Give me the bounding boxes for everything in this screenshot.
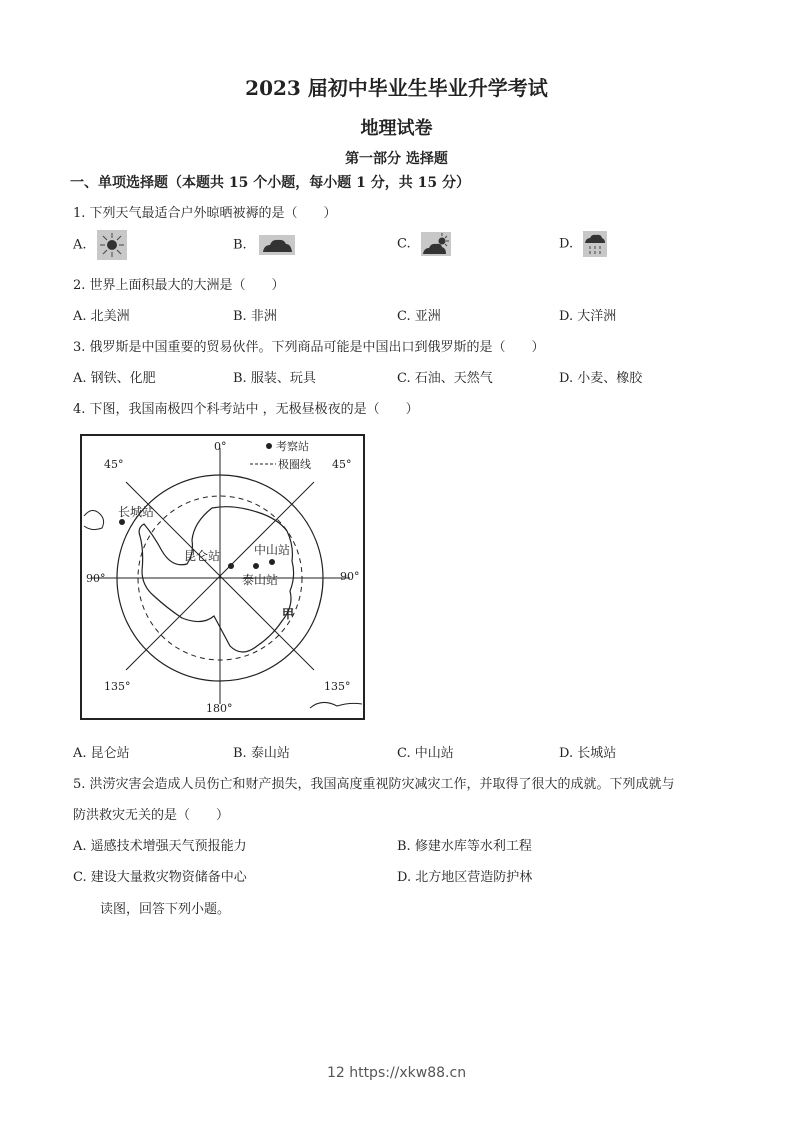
- longitude-label-90-east: 90°: [340, 570, 360, 583]
- question-4-option-c[interactable]: [397, 742, 454, 761]
- option-text: 服装、玩具: [250, 371, 316, 386]
- station-label-changcheng: 长城站: [118, 505, 155, 519]
- station-dot-changcheng: [119, 519, 125, 525]
- option-text: 泰山站: [250, 746, 290, 761]
- question-2-option-d[interactable]: [559, 305, 616, 324]
- question-3-option-c[interactable]: [397, 367, 493, 386]
- part-heading: 第一部分 选择题: [345, 151, 448, 167]
- question-5-stem-line-1: 5. 洪涝灾害会造成人员伤亡和财产损失，我国高度重视防灾减灾工作，并取得了很大的成就。下列成就与: [73, 777, 675, 792]
- option-text: 长城站: [577, 746, 617, 761]
- station-dot-taishan: [253, 563, 259, 569]
- marker-jia: 甲: [282, 607, 295, 621]
- question-5-stem-line-2: 防洪救灾无关的是（ ）: [73, 808, 230, 823]
- legend-station-label: 考察站: [276, 440, 309, 453]
- longitude-label-90-west: 90°: [86, 572, 106, 585]
- option-text: 北美洲: [90, 309, 130, 324]
- question-4-stem: 4. 下图，我国南极四个科考站中 ，无极昼极夜的是（ ）: [73, 402, 419, 417]
- question-5-option-a[interactable]: [73, 835, 247, 854]
- question-1-option-a[interactable]: [73, 230, 127, 260]
- question-2-option-b[interactable]: [233, 305, 277, 324]
- antarctica-map: [80, 434, 365, 720]
- question-4-option-a[interactable]: [73, 742, 130, 761]
- station-dot-zhongshan: [269, 559, 275, 565]
- option-label: C.: [397, 236, 411, 252]
- option-text: 亚洲: [414, 309, 441, 324]
- page-footer: 12 https://xkw88.cn: [326, 1065, 467, 1081]
- option-text: 非洲: [250, 309, 277, 324]
- station-label-taishan: 泰山站: [242, 573, 279, 587]
- map-legend: [250, 439, 311, 471]
- option-text: 中山站: [414, 746, 454, 761]
- longitude-label-45-west: 45°: [104, 458, 124, 471]
- question-5-option-d[interactable]: [397, 866, 532, 885]
- overcast-icon: [259, 235, 295, 255]
- longitude-label-135-east: 135°: [324, 680, 351, 693]
- station-dot-kunlun: [228, 563, 234, 569]
- question-5-option-b[interactable]: [397, 835, 532, 854]
- legend-polar-circle-label: 极圈线: [278, 458, 311, 471]
- longitude-label-45-east: 45°: [332, 458, 352, 471]
- instruction-text: 读图，回答下列小题。: [100, 902, 231, 917]
- longitude-label-135-west: 135°: [104, 680, 131, 693]
- option-label: A.: [73, 371, 87, 386]
- question-1-stem: 1. 下列天气最适合户外晾晒被褥的是（ ）: [73, 206, 337, 221]
- cloudy-sun-icon: [421, 232, 451, 256]
- option-label: B.: [233, 746, 247, 761]
- question-1-option-c[interactable]: [397, 232, 451, 256]
- option-label: B.: [397, 839, 411, 854]
- option-label: D.: [397, 870, 412, 885]
- question-4-option-b[interactable]: [233, 742, 290, 761]
- option-label: D.: [559, 746, 574, 761]
- option-text: 昆仑站: [90, 746, 130, 761]
- question-3-option-a[interactable]: [73, 367, 156, 386]
- option-label: B.: [233, 237, 247, 253]
- question-3-option-d[interactable]: [559, 367, 642, 386]
- station-label-kunlun: 昆仑站: [184, 549, 221, 563]
- option-text: 遥感技术增强天气预报能力: [90, 839, 247, 854]
- option-label: D.: [559, 371, 574, 386]
- option-text: 大洋洲: [577, 309, 617, 324]
- option-label: C.: [73, 870, 87, 885]
- option-label: A.: [73, 237, 87, 253]
- question-2-stem: 2. 世界上面积最大的大洲是（ ）: [73, 278, 285, 293]
- option-label: A.: [73, 309, 87, 324]
- section-heading: 一、单项选择题（本题共 15 个小题，每小题 1 分，共 15 分）: [70, 175, 470, 191]
- option-text: 小麦、橡胶: [577, 371, 643, 386]
- option-label: C.: [397, 371, 411, 386]
- option-label: D.: [559, 309, 574, 324]
- option-text: 北方地区营造防护林: [415, 870, 533, 885]
- option-label: C.: [397, 746, 411, 761]
- station-label-zhongshan: 中山站: [254, 543, 291, 557]
- exam-title: 2023 届初中毕业生毕业升学考试: [245, 76, 548, 100]
- exam-subject: 地理试卷: [360, 118, 433, 139]
- question-1-option-d[interactable]: [559, 231, 607, 257]
- question-2-option-a[interactable]: [73, 305, 130, 324]
- option-label: D.: [559, 236, 574, 252]
- option-text: 石油、天然气: [414, 371, 493, 386]
- option-text: 修建水库等水利工程: [414, 839, 532, 854]
- option-label: A.: [73, 746, 87, 761]
- rain-icon: [583, 231, 607, 257]
- question-4-option-d[interactable]: [559, 742, 616, 761]
- option-text: 钢铁、化肥: [90, 371, 156, 386]
- question-2-option-c[interactable]: [397, 305, 441, 324]
- option-text: 建设大量救灾物资储备中心: [90, 870, 247, 885]
- question-1-option-b[interactable]: [233, 235, 295, 255]
- option-label: C.: [397, 309, 411, 324]
- longitude-label-0: 0°: [214, 440, 227, 453]
- question-5-option-c[interactable]: [73, 866, 247, 885]
- option-label: A.: [73, 839, 87, 854]
- option-label: B.: [233, 371, 247, 386]
- question-3-option-b[interactable]: [233, 367, 316, 386]
- sunny-icon: [97, 230, 127, 260]
- question-3-stem: 3. 俄罗斯是中国重要的贸易伙伴。下列商品可能是中国出口到俄罗斯的是（ ）: [73, 340, 545, 355]
- option-label: B.: [233, 309, 247, 324]
- longitude-label-180: 180°: [206, 702, 233, 715]
